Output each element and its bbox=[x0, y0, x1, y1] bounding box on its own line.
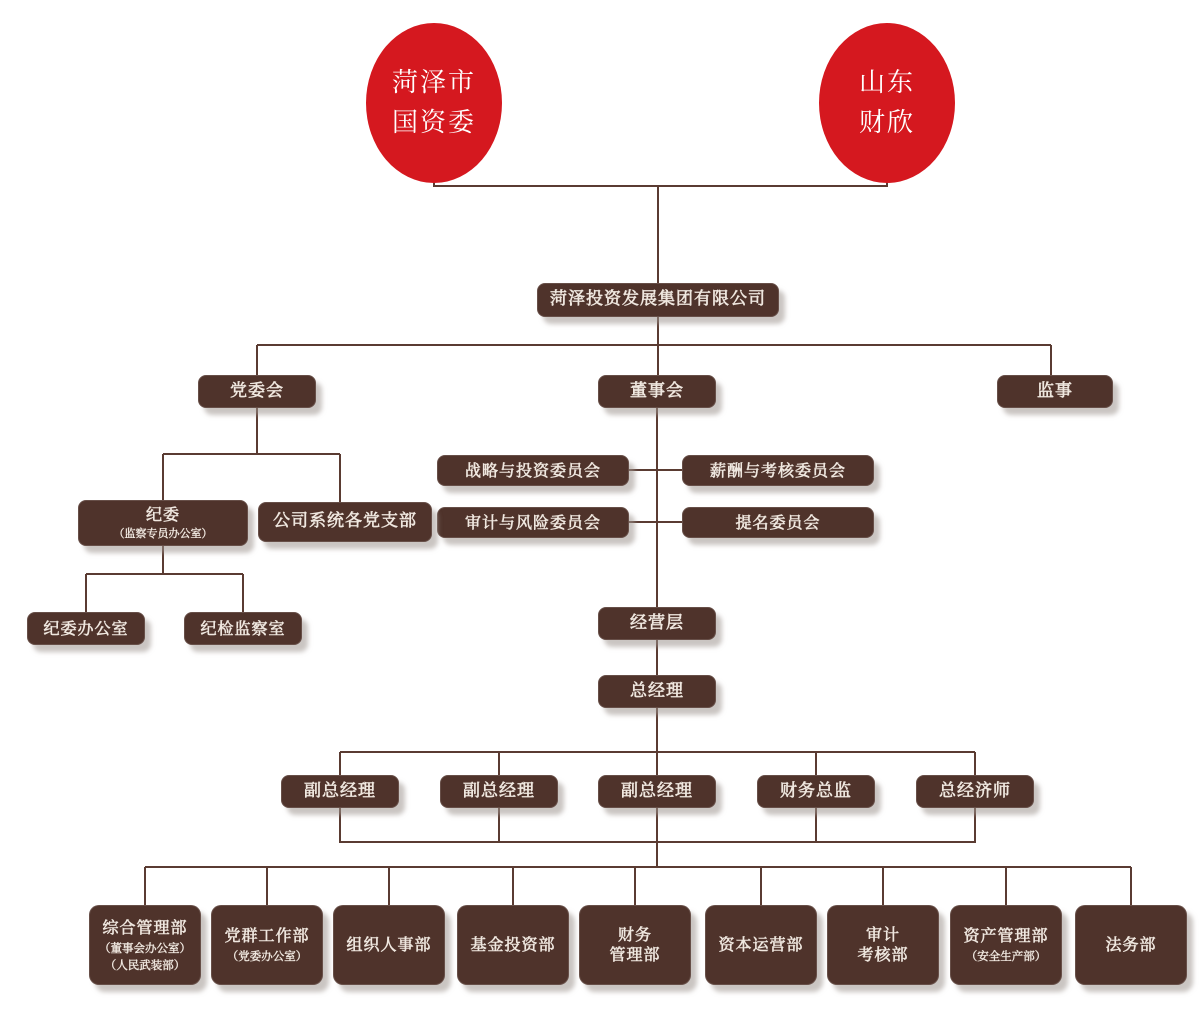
node-label: 财务总监 bbox=[780, 780, 852, 801]
nomination-committee-node bbox=[682, 507, 874, 538]
node-label: 纪委 bbox=[145, 505, 180, 525]
dept-asset-management bbox=[950, 905, 1062, 985]
node-label: 经营层 bbox=[630, 612, 684, 633]
node-label: 董事会 bbox=[630, 380, 684, 401]
strategy-investment-committee-node bbox=[437, 455, 629, 486]
deputy-gm-node-2 bbox=[440, 775, 558, 808]
cfo-node bbox=[757, 775, 875, 808]
node-label: 薪酬与考核委员会 bbox=[709, 460, 846, 480]
party-committee-node bbox=[198, 375, 316, 408]
discipline-office-node bbox=[27, 612, 145, 645]
dept-audit-assessment bbox=[827, 905, 939, 985]
dept-label: 基金投资部 bbox=[470, 935, 556, 954]
party-branches-node bbox=[258, 502, 432, 542]
node-label: 纪检监察室 bbox=[200, 618, 286, 638]
node-sublabel: （监察专员办公室） bbox=[113, 527, 213, 541]
dept-label: 财务 bbox=[617, 925, 652, 944]
node-label: 副总经理 bbox=[621, 780, 693, 801]
dept-label: 资本运营部 bbox=[718, 935, 804, 954]
dept-sublabel: （党委办公室） bbox=[226, 949, 308, 964]
node-label: 副总经理 bbox=[304, 780, 376, 801]
dept-label: 考核部 bbox=[857, 945, 909, 964]
company-name: 菏泽投资发展集团有限公司 bbox=[550, 289, 766, 310]
shareholder-circle-heze-sasac bbox=[366, 23, 502, 183]
node-label: 副总经理 bbox=[463, 780, 535, 801]
dept-label: 审计 bbox=[865, 925, 900, 944]
inspection-office-node bbox=[184, 612, 302, 645]
shareholder-name-line: 财欣 bbox=[858, 108, 915, 138]
node-label: 监事 bbox=[1037, 380, 1073, 401]
dept-label: 资产管理部 bbox=[963, 926, 1049, 946]
node-label: 战略与投资委员会 bbox=[464, 460, 601, 480]
dept-label: 组织人事部 bbox=[346, 935, 432, 954]
general-manager-node bbox=[598, 675, 716, 708]
chief-economist-node bbox=[916, 775, 1034, 808]
node-label: 纪委办公室 bbox=[43, 618, 129, 638]
management-layer-node bbox=[598, 607, 716, 640]
discipline-committee-node bbox=[78, 500, 248, 546]
dept-party-mass-work bbox=[211, 905, 323, 985]
company-node bbox=[537, 283, 779, 317]
dept-label: 法务部 bbox=[1105, 935, 1157, 954]
dept-sublabel: （安全生产部） bbox=[965, 949, 1047, 964]
node-label: 总经理 bbox=[630, 680, 684, 701]
dept-label: 管理部 bbox=[609, 945, 661, 964]
dept-sublabel: （人民武装部） bbox=[104, 958, 186, 972]
shareholder-name-line: 山东 bbox=[858, 67, 915, 98]
dept-general-management bbox=[89, 905, 201, 985]
node-label: 公司系统各党支部 bbox=[273, 511, 417, 532]
dept-label: 党群工作部 bbox=[224, 926, 310, 946]
dept-finance-management bbox=[579, 905, 691, 985]
dept-organization-hr bbox=[333, 905, 445, 985]
shareholder-name-line: 菏泽市 bbox=[391, 67, 476, 98]
board-of-directors-node bbox=[598, 375, 716, 408]
deputy-gm-node-1 bbox=[281, 775, 399, 808]
shareholder-circle-shandong-caixin bbox=[819, 23, 955, 183]
node-label: 总经济师 bbox=[939, 780, 1011, 801]
dept-sublabel: （董事会办公室） bbox=[99, 940, 191, 955]
supervisor-node bbox=[997, 375, 1113, 408]
deputy-gm-node-3 bbox=[598, 775, 716, 808]
shareholder-name-line: 国资委 bbox=[391, 108, 476, 138]
dept-label: 综合管理部 bbox=[102, 917, 188, 937]
node-label: 党委会 bbox=[230, 380, 284, 401]
dept-fund-investment bbox=[457, 905, 569, 985]
audit-risk-committee-node bbox=[437, 507, 629, 538]
node-label: 审计与风险委员会 bbox=[464, 512, 601, 532]
node-label: 提名委员会 bbox=[735, 512, 821, 532]
dept-legal-affairs bbox=[1075, 905, 1187, 985]
compensation-assessment-committee-node bbox=[682, 455, 874, 486]
dept-capital-operation bbox=[705, 905, 817, 985]
